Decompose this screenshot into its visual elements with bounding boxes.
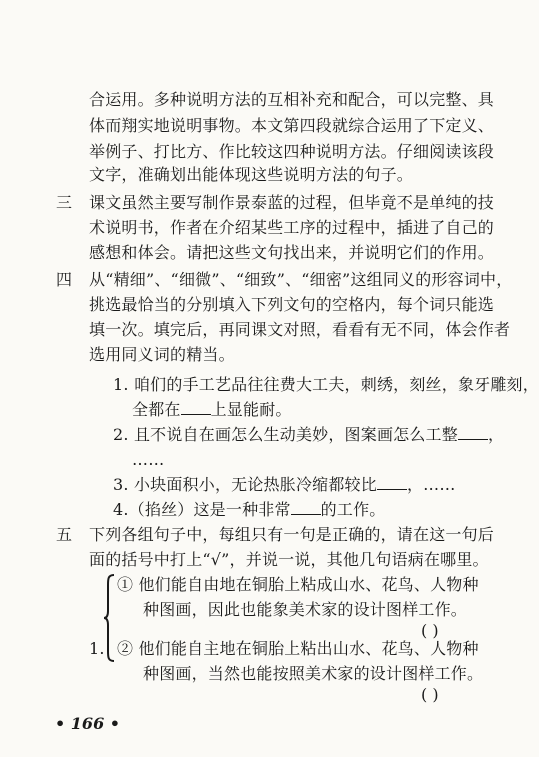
text-line: 合运用。多种说明方法的互相补充和配合，可以完整、具	[89, 90, 495, 109]
exercise-item: 4.（掐丝）这是一种非常 的工作。	[113, 500, 386, 519]
exercise-item: ……	[132, 450, 165, 469]
text-line: 面的括号中打上“√”，并说一说，其他几句语病在哪里。	[89, 550, 489, 569]
fill-blank	[377, 475, 407, 490]
grouping-brace	[104, 573, 116, 663]
text-line: 选用同义词的精当。	[89, 345, 235, 364]
text-line: 下列各组句子中，每组只有一句是正确的，请在这一句后	[89, 525, 495, 544]
section-number: 三	[56, 193, 73, 212]
text-line: 挑选最恰当的分别填入下列文句的空格内，每个词只能选	[89, 295, 495, 314]
fill-blank	[291, 500, 321, 515]
exercise-item: 全都在 上显能耐。	[132, 400, 292, 419]
text-line: 从“精细”、“细微”、“细致”、“细密”这组同义的形容词中，	[89, 270, 513, 289]
text-line: 课文虽然主要写制作景泰蓝的过程，但毕竟不是单纯的技	[89, 193, 495, 212]
section-number: 四	[56, 270, 73, 289]
text-line: 体而翔实地说明事物。本文第四段就综合运用了下定义、	[89, 116, 495, 135]
group-number: 1.	[89, 639, 105, 658]
answer-parentheses: ( )	[421, 621, 439, 640]
exercise-item: 3. 小块面积小，无论热胀冷缩都较比 ，……	[113, 475, 456, 494]
text-line: 感想和体会。请把这些文句找出来，并说明它们的作用。	[89, 243, 495, 262]
text-line: 举例子、打比方、作比较这四种说明方法。仔细阅读该段	[89, 142, 495, 161]
exercise-item: 2. 且不说自在画怎么生动美妙，图案画怎么工整 ，	[113, 425, 505, 444]
text-line: 术说明书，作者在介绍某些工序的过程中，插进了自己的	[89, 218, 495, 237]
text-line: 文字，准确划出能体现这些说明方法的句子。	[89, 165, 414, 184]
option-sentence: 种图画，当然也能按照美术家的设计图样工作。	[143, 664, 484, 683]
text-line: 填一次。填完后，再同课文对照，看看有无不同，体会作者	[89, 320, 511, 339]
section-number: 五	[56, 525, 73, 544]
page-number: • 166 •	[55, 714, 120, 733]
exercise-item: 1. 咱们的手工艺品往往费大工夫，刺绣，刻丝，象牙雕刻，	[113, 375, 539, 394]
option-sentence: ① 他们能自由地在铜胎上粘成山水、花鸟、人物种	[117, 575, 479, 594]
fill-blank	[181, 400, 211, 415]
option-sentence: ② 他们能自主地在铜胎上粘出山水、花鸟、人物种	[117, 639, 479, 658]
answer-parentheses: ( )	[421, 685, 439, 704]
fill-blank	[458, 425, 488, 440]
option-sentence: 种图画，因此也能象美术家的设计图样工作。	[143, 600, 468, 619]
